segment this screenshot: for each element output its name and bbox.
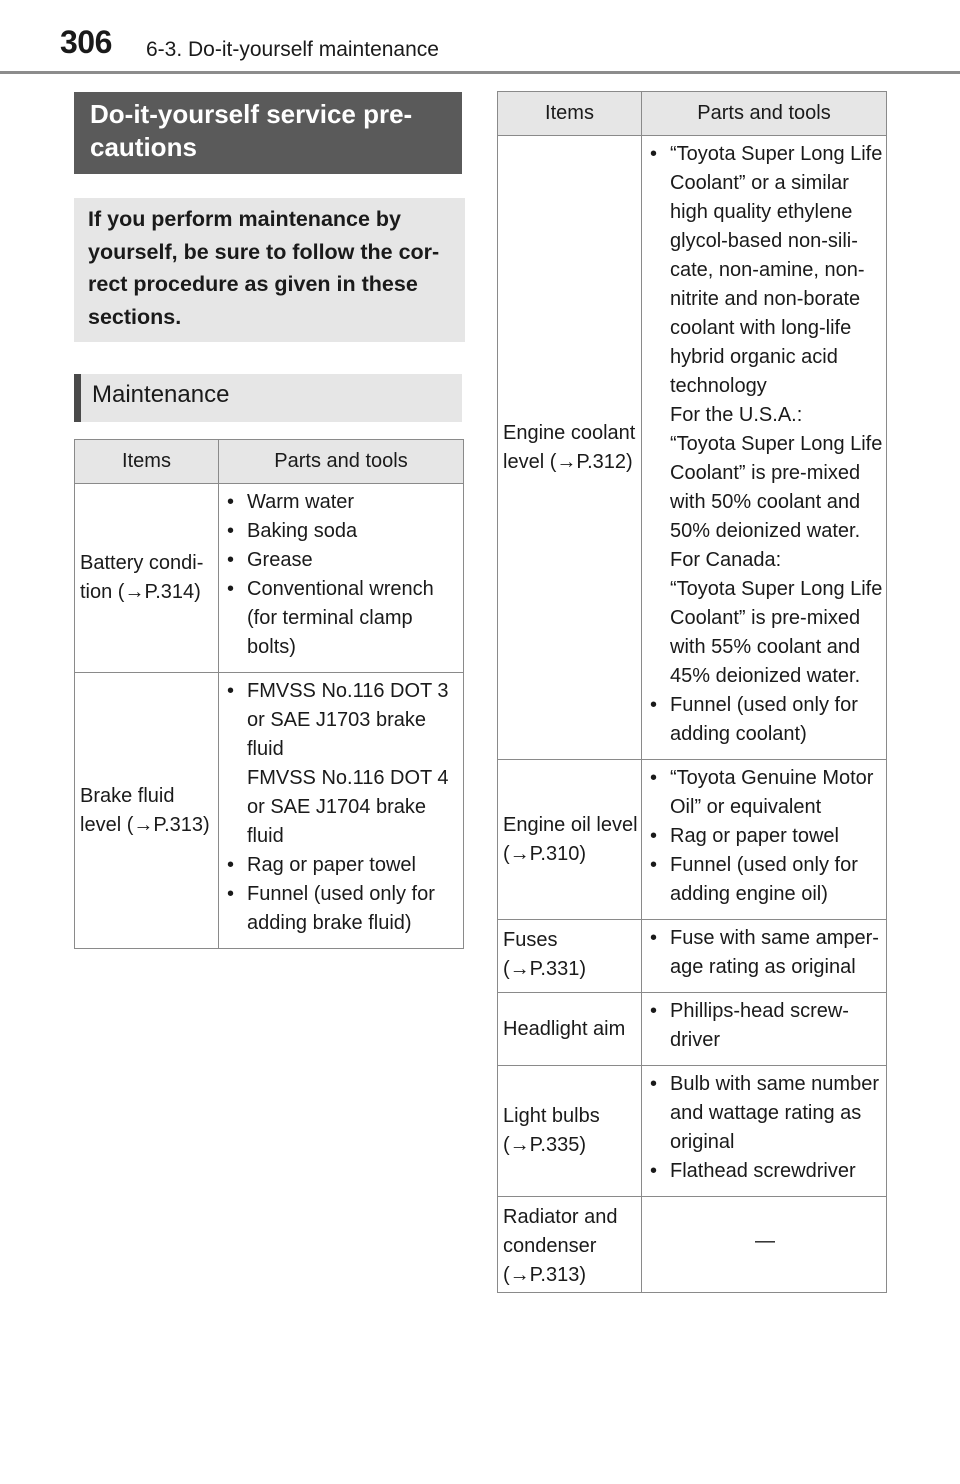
list-item: • Bulb with same number and wattage rating as original: [646, 1070, 884, 1157]
maintenance-table-right: [497, 91, 887, 1293]
list-item: • Funnel (used only for adding coolant): [646, 691, 884, 749]
intro-box: [74, 198, 465, 342]
list-item: • Fuse with same amper-age rating as original: [646, 924, 884, 982]
table-row: [498, 1197, 887, 1293]
table-row: [75, 673, 464, 949]
table-row: [498, 1066, 887, 1197]
list-item: • Conventional wrench (for terminal clamp bolts): [223, 575, 461, 662]
parts-list: [646, 997, 884, 1055]
table-row: [498, 920, 887, 993]
items-header: Items: [498, 92, 642, 136]
table-header-row: [498, 92, 887, 136]
item-cell: Engine oil level (→P.310): [498, 760, 642, 920]
parts-cell: [219, 484, 464, 673]
parts-cell: [642, 760, 887, 920]
section-title: 6-3. Do-it-yourself maintenance: [146, 38, 439, 61]
list-item: • Flathead screwdriver: [646, 1157, 884, 1186]
list-item: • “Toyota Genuine Motor Oil” or equivalent: [646, 764, 884, 822]
maintenance-heading: [74, 374, 462, 422]
table-row: [498, 136, 887, 760]
table-row: [498, 760, 887, 920]
page-header: [0, 0, 960, 76]
parts-list: [223, 488, 461, 662]
parts-list: [646, 764, 884, 909]
no-parts-dash: —: [642, 1197, 887, 1293]
section-banner: [74, 92, 462, 174]
parts-cell: [642, 920, 887, 993]
table-header-row: [75, 440, 464, 484]
parts-cell: [642, 136, 887, 760]
item-cell: Radiator and condenser (→P.313): [498, 1197, 642, 1293]
list-item: • Rag or paper towel: [223, 851, 461, 880]
list-item: • Funnel (used only for adding brake fluid): [223, 880, 461, 938]
maintenance-heading-text: Maintenance: [92, 381, 230, 408]
list-item: • “Toyota Super Long Life Coolant” or a similar high quality ethylene glycol-based non-sili-cate, non-amine, non-nitrite and non-borate coolant with long-life hybrid organic acid technology For the U.S.A.: “Toyota Super Long Life Coolant” is pre-mixed with 50% coolant and 50% deionized water. For Canada: “Toyota Super Long Life Coolant” is pre-mixed with 55% coolant and 45% deionized water.: [646, 140, 884, 691]
parts-list: [223, 677, 461, 938]
item-cell: Fuses (→P.331): [498, 920, 642, 993]
list-item: • Rag or paper towel: [646, 822, 884, 851]
list-item: • Funnel (used only for adding engine oil): [646, 851, 884, 909]
parts-list: [646, 1070, 884, 1186]
item-cell: Engine coolant level (→P.312): [498, 136, 642, 760]
item-cell: Light bulbs (→P.335): [498, 1066, 642, 1197]
page-number: 306: [60, 24, 112, 60]
intro-text: If you perform maintenance by yourself, be sure to follow the cor-rect procedure as given in these sections.: [88, 207, 440, 329]
table-row: [498, 993, 887, 1066]
items-header: Items: [75, 440, 219, 484]
parts-cell: [219, 673, 464, 949]
banner-title: Do-it-yourself service pre-cautions: [90, 99, 413, 162]
list-item: • FMVSS No.116 DOT 3 or SAE J1703 brake fluid FMVSS No.116 DOT 4 or SAE J1704 brake fluid: [223, 677, 461, 851]
parts-header: Parts and tools: [642, 92, 887, 136]
item-cell: Battery condi-tion (→P.314): [75, 484, 219, 673]
parts-list: [646, 140, 884, 749]
item-cell: Brake fluid level (→P.313): [75, 673, 219, 949]
parts-list: [646, 924, 884, 982]
header-rule: [0, 71, 960, 74]
list-item: • Baking soda: [223, 517, 461, 546]
list-item: • Grease: [223, 546, 461, 575]
list-item: • Warm water: [223, 488, 461, 517]
table-row: [75, 484, 464, 673]
list-item: • Phillips-head screw-driver: [646, 997, 884, 1055]
parts-header: Parts and tools: [219, 440, 464, 484]
item-cell: Headlight aim: [498, 993, 642, 1066]
maintenance-table-left: [74, 439, 464, 949]
parts-cell: [642, 993, 887, 1066]
parts-cell: [642, 1066, 887, 1197]
